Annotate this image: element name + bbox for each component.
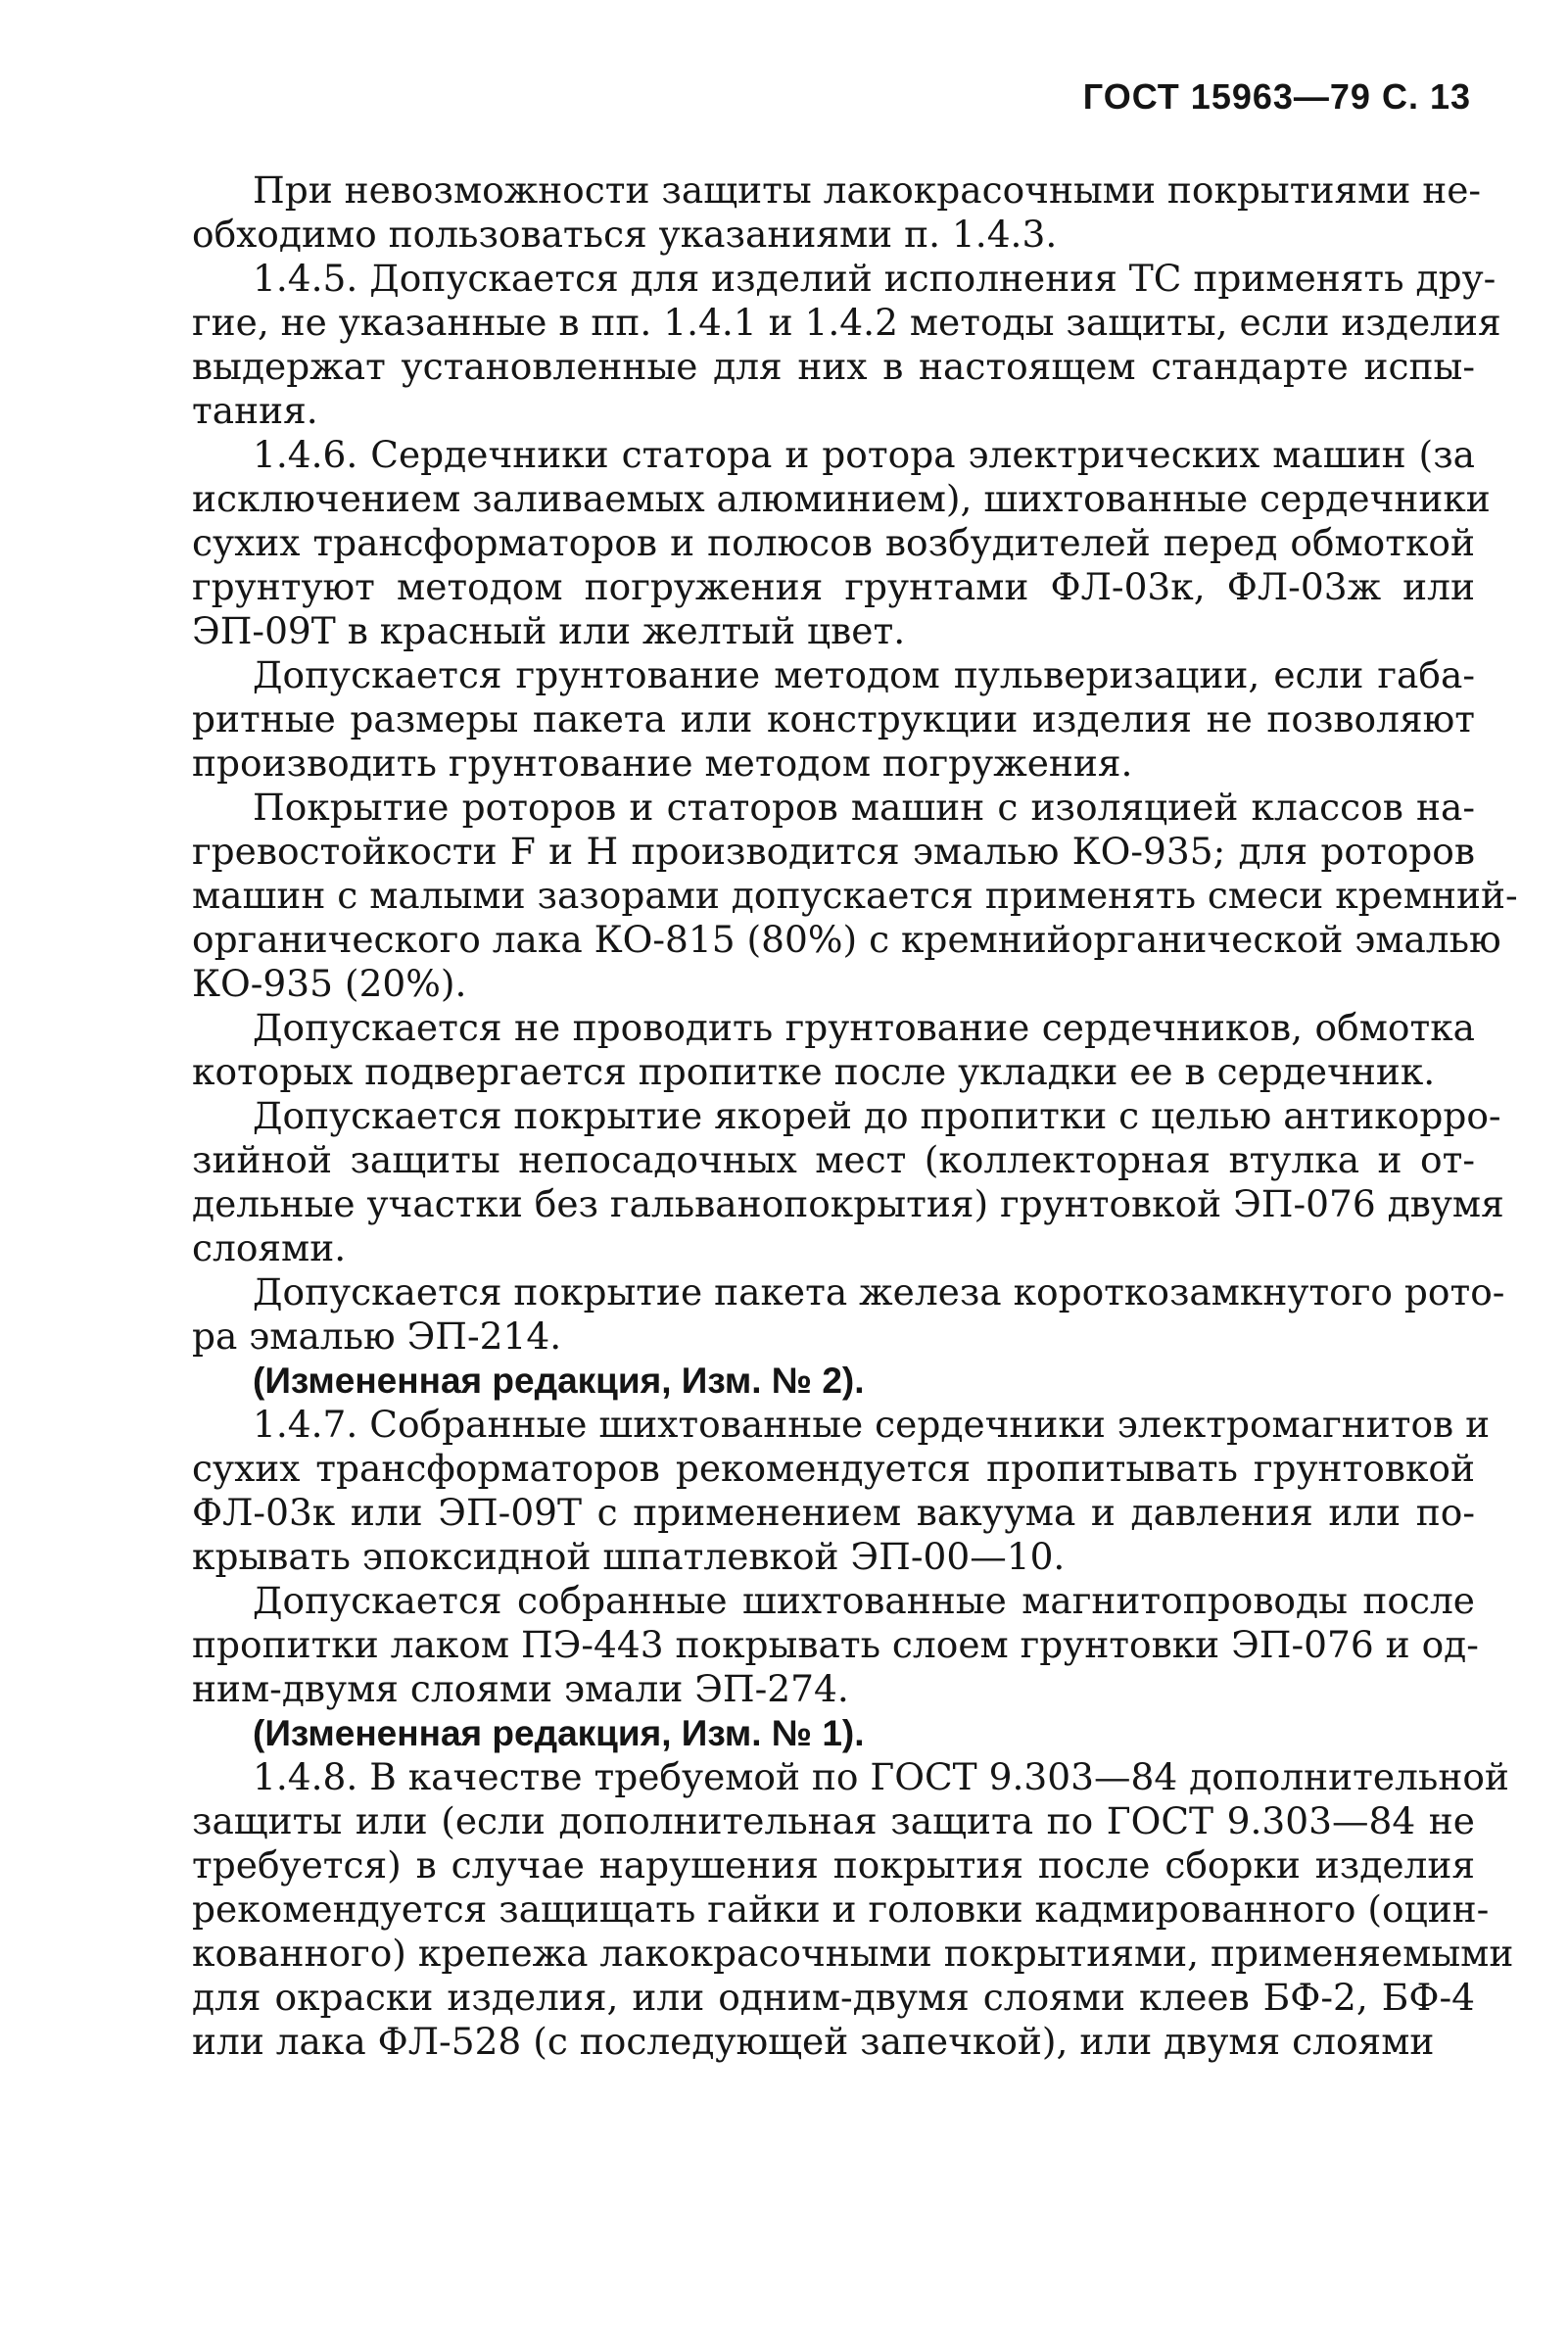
text-line: Допускается покрытие якорей до пропитки с целью антикорро- xyxy=(253,1094,1501,1137)
text-line: Допускается собранные шихтованные магнитопроводы после xyxy=(253,1579,1475,1622)
paragraph xyxy=(192,653,1475,786)
text-line: ритные размеры пакета или конструкции изделия не позволяют xyxy=(192,697,1475,741)
paragraph xyxy=(192,786,1518,1006)
document-body xyxy=(192,168,1518,2064)
text-line: грунтуют методом погружения грунтами ФЛ-03к, ФЛ-03ж или xyxy=(192,565,1475,608)
paragraph xyxy=(192,1094,1504,1270)
text-line: 1.4.7. Собранные шихтованные сердечники электромагнитов и xyxy=(253,1403,1491,1446)
text-line: зийной защиты непосадочных мест (коллекторная втулка и от- xyxy=(192,1138,1475,1181)
text-line: 1.4.5. Допускается для изделий исполнения ТС применять дру- xyxy=(253,257,1497,300)
text-line: (Измененная редакция, Изм. № 1). xyxy=(253,1713,865,1753)
text-line: Допускается покрытие пакета железа короткозамкнутого рото- xyxy=(253,1270,1505,1314)
paragraph xyxy=(192,1006,1475,1094)
page-header: ГОСТ 15963—79 С. 13 xyxy=(1082,76,1471,117)
text-line: или лака ФЛ-528 (с последующей запечкой), или двумя слоями xyxy=(192,2020,1435,2063)
paragraph xyxy=(192,1755,1514,2064)
text-line: машин с малыми зазорами допускается применять смеси кремний- xyxy=(192,874,1518,917)
text-line: защиты или (если дополнительная защита по ГОСТ 9.303—84 не xyxy=(192,1799,1475,1842)
text-line: ним-двумя слоями эмали ЭП-274. xyxy=(192,1667,849,1710)
amendment-note xyxy=(192,1359,1475,1403)
paragraph xyxy=(192,433,1491,653)
paragraph xyxy=(192,1403,1491,1579)
text-line: исключением заливаемых алюминием), шихтованные сердечники xyxy=(192,477,1491,520)
text-line: гие, не указанные в пп. 1.4.1 и 1.4.2 методы защиты, если изделия xyxy=(192,301,1501,344)
paragraph xyxy=(192,257,1501,433)
text-line: Допускается грунтование методом пульверизации, если габа- xyxy=(253,653,1475,696)
text-line: кованного) крепежа лакокрасочными покрытиями, применяемыми xyxy=(192,1932,1514,1975)
text-line: При невозможности защиты лакокрасочными покрытиями не- xyxy=(253,168,1482,212)
text-line: ра эмалью ЭП-214. xyxy=(192,1314,562,1358)
text-line: сухих трансформаторов рекомендуется пропитывать грунтовкой xyxy=(192,1447,1475,1490)
text-line: которых подвергается пропитке после укладки ее в сердечник. xyxy=(192,1050,1436,1093)
text-line: крывать эпоксидной шпатлевкой ЭП-00—10. xyxy=(192,1535,1066,1578)
text-line: 1.4.8. В качестве требуемой по ГОСТ 9.303—84 дополнительной xyxy=(253,1755,1509,1798)
amendment-note xyxy=(192,1711,1475,1755)
text-line: органического лака КО-815 (80%) с кремнийорганической эмалью xyxy=(192,918,1501,961)
text-line: КО-935 (20%). xyxy=(192,962,467,1005)
text-line: рекомендуется защищать гайки и головки кадмированного (оцин- xyxy=(192,1887,1490,1931)
text-line: выдержат установленные для них в настоящем стандарте испы- xyxy=(192,345,1475,388)
text-line: гревостойкости F и H производится эмалью КО-935; для роторов xyxy=(192,830,1475,873)
text-line: Покрытие роторов и статоров машин с изоляцией классов на- xyxy=(253,786,1475,829)
paragraph xyxy=(192,168,1482,257)
text-line: (Измененная редакция, Изм. № 2). xyxy=(253,1361,865,1401)
paragraph xyxy=(192,1270,1505,1359)
text-line: производить грунтование методом погружения. xyxy=(192,741,1133,785)
text-line: ЭП-09Т в красный или желтый цвет. xyxy=(192,609,906,652)
text-line: обходимо пользоваться указаниями п. 1.4.3. xyxy=(192,213,1058,256)
text-line: ФЛ-03к или ЭП-09Т с применением вакуума и давления или по- xyxy=(192,1491,1475,1534)
text-line: сухих трансформаторов и полюсов возбудителей перед обмоткой xyxy=(192,521,1475,564)
text-line: тания. xyxy=(192,389,318,432)
text-line: пропитки лаком ПЭ-443 покрывать слоем грунтовки ЭП-076 и од- xyxy=(192,1623,1479,1666)
text-line: требуется) в случае нарушения покрытия после сборки изделия xyxy=(192,1843,1475,1887)
text-line: Допускается не проводить грунтование сердечников, обмотка xyxy=(253,1006,1475,1049)
paragraph xyxy=(192,1579,1479,1711)
text-line: для окраски изделия, или одним-двумя слоями клеев БФ-2, БФ-4 xyxy=(192,1976,1475,2019)
text-line: 1.4.6. Сердечники статора и ротора электрических машин (за xyxy=(253,433,1475,476)
text-line: слоями. xyxy=(192,1226,347,1269)
text-line: дельные участки без гальванопокрытия) грунтовкой ЭП-076 двумя xyxy=(192,1182,1504,1225)
